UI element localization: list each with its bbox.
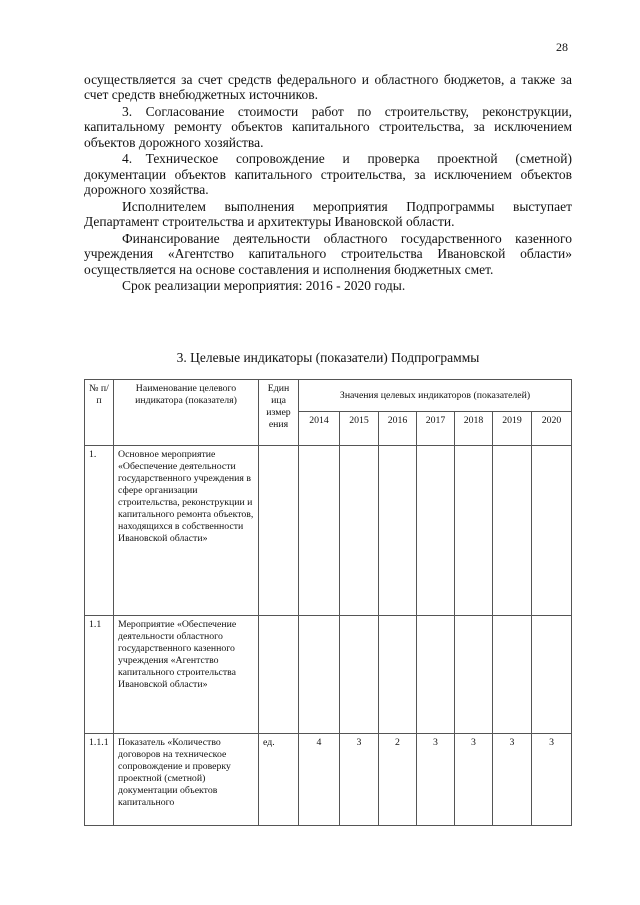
row-name: Мероприятие «Обеспечение деятельности областного государственного казенного учреждения «Агентство капитального строительства Ивановской области» — [114, 616, 259, 734]
row-unit — [259, 616, 299, 734]
row-value: 3 — [417, 734, 455, 826]
row-value — [299, 446, 340, 616]
header-name: Наименование целевого индикатора (показателя) — [114, 380, 259, 446]
row-value: 3 — [455, 734, 493, 826]
table-row — [85, 446, 572, 616]
paragraph-1: осуществляется за счет средств федерального и областного бюджетов, а также за счет средств внебюджетных источников. — [84, 72, 572, 103]
indicators-table — [84, 379, 572, 826]
row-value — [379, 616, 417, 734]
header-values-group: Значения целевых индикаторов (показателей) — [299, 380, 572, 412]
section-title: 3. Целевые индикаторы (показатели) Подпрограммы — [176, 350, 480, 365]
paragraph-2: 3. Согласование стоимости работ по строительству, реконструкции, капитальному ремонту объектов капитального строительства, за исключением объектов дорожного хозяйства. — [84, 104, 572, 150]
header-unit: Един ица измер ения — [259, 380, 299, 446]
table-row — [85, 734, 572, 826]
row-value — [340, 616, 379, 734]
row-name: Основное мероприятие «Обеспечение деятельности государственного учреждения в сфере организации строительства, реконструкции и капитального ремонта объектов, находящихся в собственности Ивановской области» — [114, 446, 259, 616]
row-value: 3 — [493, 734, 532, 826]
row-value — [455, 446, 493, 616]
row-value — [299, 616, 340, 734]
row-value — [379, 446, 417, 616]
page-number: 28 — [556, 40, 568, 54]
row-value: 2 — [379, 734, 417, 826]
body-text — [84, 72, 572, 295]
paragraph-3: 4. Техническое сопровождение и проверка проектной (сметной) документации объектов капитального строительства, за исключением объектов дорожного хозяйства. — [84, 151, 572, 198]
header-year: 2018 — [455, 412, 493, 446]
row-num: 1.1.1 — [85, 734, 114, 826]
row-value — [493, 616, 532, 734]
row-value: 3 — [532, 734, 572, 826]
header-year: 2020 — [532, 412, 572, 446]
row-unit: ед. — [259, 734, 299, 826]
table-row — [85, 616, 572, 734]
row-value — [455, 616, 493, 734]
header-year: 2019 — [493, 412, 532, 446]
row-value: 4 — [299, 734, 340, 826]
row-value — [340, 446, 379, 616]
row-unit — [259, 446, 299, 616]
row-num: 1.1 — [85, 616, 114, 734]
row-value — [532, 616, 572, 734]
paragraph-4: Исполнителем выполнения мероприятия Подпрограммы выступает Департамент строительства и архитектуры Ивановской области. — [84, 198, 572, 230]
row-num: 1. — [85, 446, 114, 616]
row-value: 3 — [340, 734, 379, 826]
row-value — [417, 446, 455, 616]
row-value — [532, 446, 572, 616]
paragraph-6: Срок реализации мероприятия: 2016 - 2020 годы. — [122, 278, 406, 294]
header-year: 2014 — [299, 412, 340, 446]
row-name: Показатель «Количество договоров на техническое сопровождение и проверку проектной (сметной) документации объектов капитального — [114, 734, 259, 826]
paragraph-5: Финансирование деятельности областного государственного казенного учреждения «Агентство капитального строительства Ивановской области» осуществляется на основе составления и исполнения бюджетных смет. — [84, 230, 572, 277]
header-year: 2016 — [379, 412, 417, 446]
row-value — [417, 616, 455, 734]
row-value — [493, 446, 532, 616]
header-year: 2017 — [417, 412, 455, 446]
header-num: № п/п — [85, 380, 114, 446]
header-year: 2015 — [340, 412, 379, 446]
